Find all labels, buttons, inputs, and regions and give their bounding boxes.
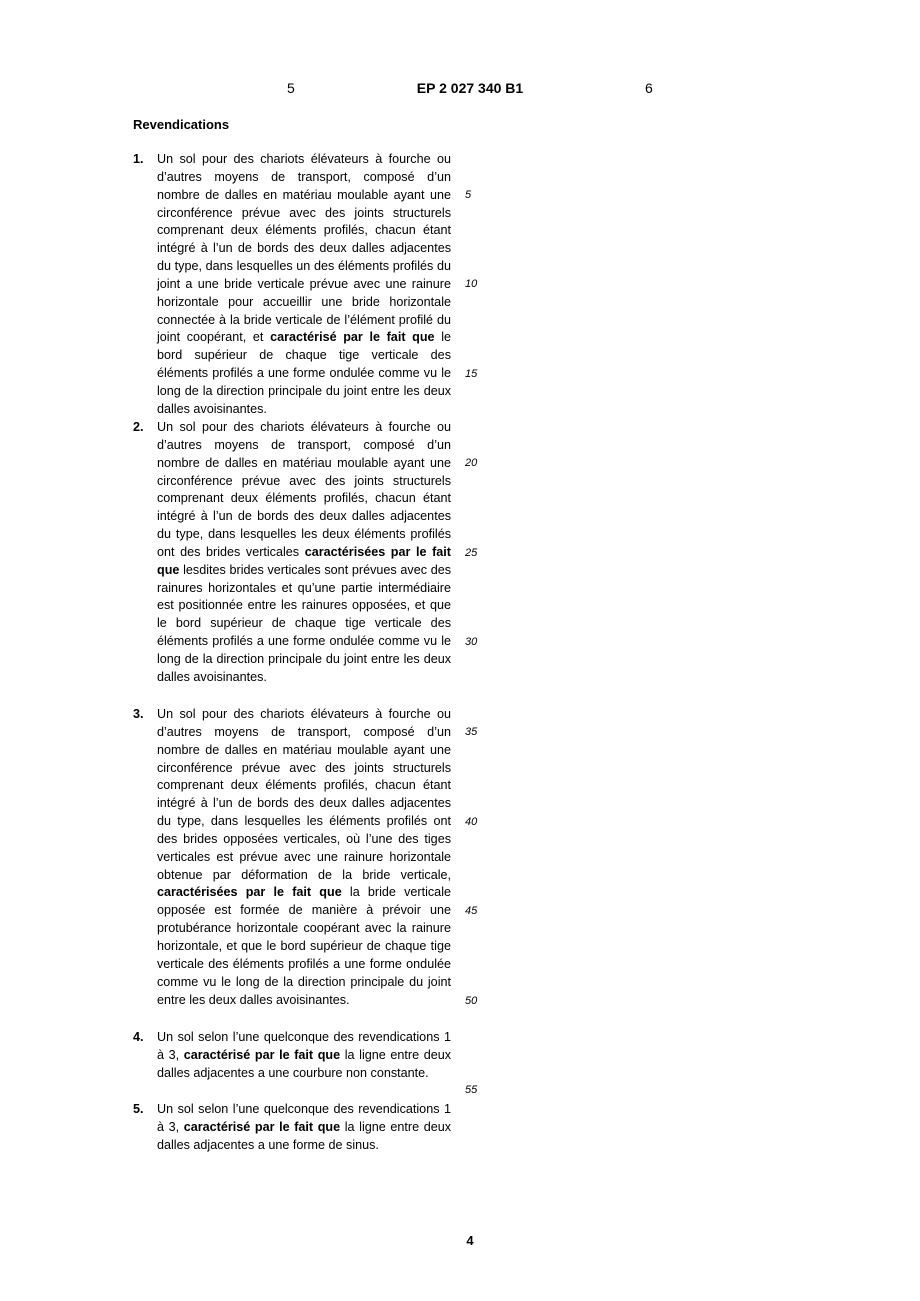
- claim-number: 3.: [133, 707, 144, 721]
- patent-number: EP 2 027 340 B1: [416, 80, 524, 96]
- line-number: 30: [465, 636, 478, 648]
- claim-text: Un sol selon l’une quelconque des revendications 1 à 3, caractérisé par le fait que la ligne entre deux dalles adjacentes a une forme de sinus.: [157, 1102, 452, 1152]
- line-number: 55: [465, 1084, 478, 1096]
- line-number: 45: [465, 905, 478, 917]
- line-number: 50: [465, 995, 478, 1007]
- line-number: 15: [465, 368, 478, 380]
- claim-number: 2.: [133, 420, 144, 434]
- footer-page-number: 4: [466, 1233, 474, 1248]
- line-number: 10: [465, 278, 478, 290]
- claim-text: Un sol pour des chariots élévateurs à fourche ou d’autres moyens de transport, composé d’un nombre de dalles en matériau moulable ayant une circonférence prévue avec des joints structurels comprenant deux éléments profilés, chacun étant intégré à l’un de bords des deux dalles adjacentes du type, dans lesquelles les éléments profilés ont des brides opposées verticales, où l’une des tiges verticales est prévue avec une rainure horizontale obtenue par déformation de la bride verticale, caractérisées par le fait que la bride verticale opposée est formée de manière à prévoir une protubérance horizontale coopérant avec la rainure horizontale, et que le bord supérieur de chaque tige verticale des éléments profilés a une forme ondulée comme vu le long de la direction principale du joint entre les deux dalles avoisinantes.: [157, 707, 451, 1007]
- claim-2: [133, 419, 451, 687]
- claim-4: [133, 1029, 451, 1083]
- claim-number: 4.: [133, 1030, 144, 1044]
- claim-characterizing-phrase: caractérisé par le fait que: [183, 1047, 341, 1062]
- line-number: 25: [465, 547, 478, 559]
- line-number: 40: [465, 816, 478, 828]
- line-number: 20: [465, 457, 478, 469]
- claim-number: 1.: [133, 152, 144, 166]
- claim-characterizing-phrase: caractérisées par le fait que: [157, 544, 451, 577]
- claim-characterizing-phrase: caractérisé par le fait que: [183, 1119, 341, 1134]
- line-number: 35: [465, 726, 478, 738]
- line-number: 5: [465, 189, 472, 201]
- claim-text: Un sol selon l’une quelconque des revendications 1 à 3, caractérisé par le fait que la ligne entre deux dalles adjacentes a une courbure non constante.: [157, 1030, 452, 1080]
- claim-5: [133, 1101, 451, 1155]
- claim-text: Un sol pour des chariots élévateurs à fourche ou d’autres moyens de transport, composé d’un nombre de dalles en matériau moulable ayant une circonférence prévue avec des joints structurels comprenant deux éléments profilés, chacun étant intégré à l’un de bords des deux dalles adjacentes du type, dans lesquelles un des éléments profilés du joint a une bride verticale prévue avec une rainure horizontale pour accueillir une bride horizontale connectée à la bride verticale de l’élément profilé du joint coopérant, et caractérisé par le fait que le bord supérieur de chaque tige verticale des éléments profilés a une forme ondulée comme vu le long de la direction principale du joint entre les deux dalles avoisinantes.: [157, 152, 451, 416]
- page-number-right: 6: [645, 80, 653, 96]
- claim-number: 5.: [133, 1102, 144, 1116]
- claim-text: Un sol pour des chariots élévateurs à fourche ou d’autres moyens de transport, composé d’un nombre de dalles en matériau moulable ayant une circonférence prévue avec des joints structurels comprenant deux éléments profilés, chacun étant intégré à l’un de bords des deux dalles adjacentes du type, dans lesquelles les deux éléments profilés ont des brides verticales caractérisées par le fait que lesdites brides verticales sont prévues avec des rainures horizontales et qu’une partie intermédiaire est positionnée entre les rainures opposées, et que le bord supérieur de chaque tige verticale des éléments profilés a une forme ondulée comme vu le long de la direction principale du joint entre les deux dalles avoisinantes.: [157, 420, 451, 684]
- section-title: Revendications: [133, 117, 230, 132]
- page-number-left: 5: [287, 80, 295, 96]
- claim-1: [133, 151, 451, 419]
- claim-characterizing-phrase: caractérisées par le fait que: [157, 885, 342, 900]
- claim-characterizing-phrase: caractérisé par le fait que: [270, 330, 435, 345]
- claim-3: [133, 706, 451, 1009]
